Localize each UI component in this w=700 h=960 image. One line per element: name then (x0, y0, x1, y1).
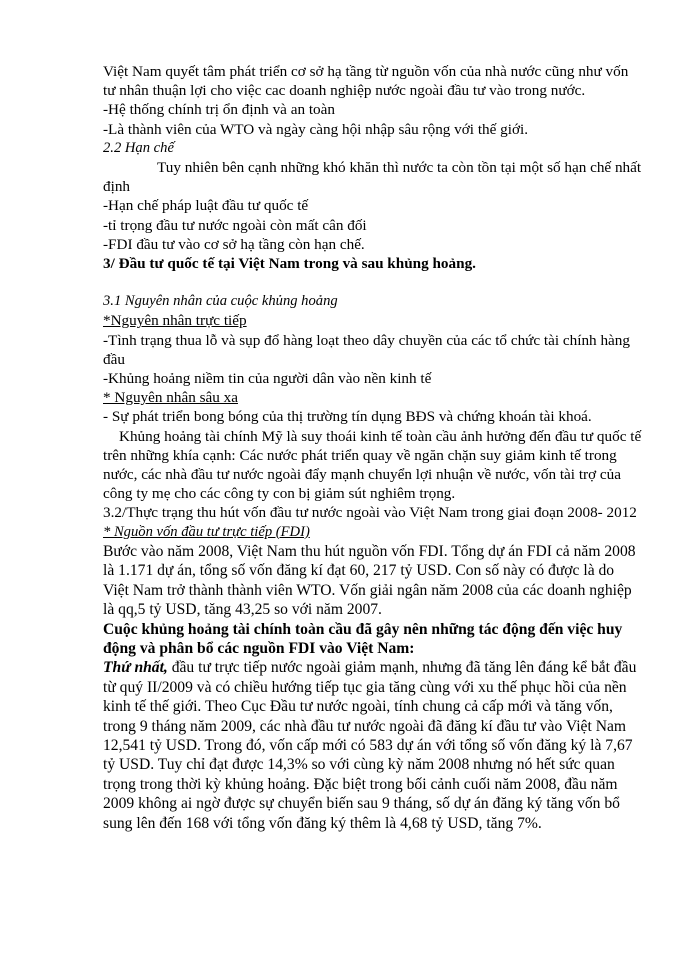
paragraph-fdi-2008: Bước vào năm 2008, Việt Nam thu hút nguồn vốn FDI. Tổng dự án FDI cả năm 2008 là 1.171 dự án, tổng số vốn đăng kí đạt 60, 217 tỷ USD. Con số này có được là do Việt Nam trở thành thành viên WTO. Vốn giải ngân năm 2008 của các doanh nghiệp là qq,5 tỷ USD, tăng 43,25 so với năm 2007. (103, 542, 636, 619)
list-item-ratio: -tỉ trọng đầu tư nước ngoài còn mất cân đối (103, 216, 367, 234)
heading-3: 3/ Đầu tư quốc tế tại Việt Nam trong và sau khủng hoảng. (103, 255, 476, 273)
document-page (103, 62, 643, 833)
list-item-politics: -Hệ thống chính trị ổn định và an toàn (103, 101, 335, 119)
list-item-bubble: - Sự phát triển bong bóng của thị trường tín dụng BĐS và chứng khoán tài khoá. (103, 408, 592, 426)
list-item-losses: -Tình trạng thua lỗ và sụp đổ hàng loạt theo dây chuyền của các tổ chức tài chính hàng đầu (103, 331, 630, 368)
paragraph-first-body: đầu tư trực tiếp nước ngoài giảm mạnh, nhưng đã tăng lên đáng kể bắt đầu từ quý II/2009 và có chiều hướng tiếp tục gia tăng cùng với xu thế phục hồi của nền kinh tế thế giới. Theo Cục Đầu tư nước ngoài, tính chung cả cấp mới và tăng vốn, trong 9 tháng năm 2009, các nhà đầu tư nước ngoài đã đăng kí đầu tư vào Việt Nam 12,541 tỷ USD. Trong đó, vốn cấp mới có 583 dự án với tổng số vốn đăng ký là 7,67 tỷ USD. Tuy chỉ đạt được 14,3% so với cùng kỳ năm 2008 nhưng nó hết sức quan trọng trong thời kỳ khủng hoảng. Đặc biệt trong bối cảnh cuối năm 2008, đầu năm 2009 không ai ngờ được sự chuyển biến sau 9 tháng, số dự án đăng ký tăng vốn bổ sung lên đến 168 với tổng vốn đăng ký thêm là 4,68 tỷ USD, tăng 7%. (103, 659, 637, 832)
paragraph-first (103, 658, 643, 833)
heading-2-2: 2.2 Hạn chế (103, 139, 174, 156)
paragraph-infrastructure: Việt Nam quyết tâm phát triển cơ sở hạ tầng từ nguồn vốn của nhà nước cũng như vốn tư nhân thuận lợi cho việc cac doanh nghiệp nước ngoài đầu tư vào trong nước. (103, 63, 629, 100)
list-item-fdi-infra: -FDI đầu tư vào cơ sở hạ tầng còn hạn chế. (103, 235, 365, 253)
paragraph-us-crisis: Khủng hoảng tài chính Mỹ là suy thoái kinh tế toàn cầu ảnh hưởng đến đầu tư quốc tế trên những khía cạnh: Các nước phát triển quay về ngăn chặn suy giảm kinh tế trong nước, các nhà đầu tư nước ngoài đẩy mạnh chuyển lợi nhuận về nước, vốn tài trợ của công ty mẹ cho các công ty con bị giảm sút nghiêm trọng. (103, 427, 642, 503)
bold-paragraph-impacts: Cuộc khủng hoảng tài chính toàn cầu đã gây nên những tác động đến việc huy động và phân bổ các nguồn FDI vào Việt Nam: (103, 620, 623, 657)
first-label: Thứ nhất, (103, 659, 168, 677)
heading-3-1: 3.1 Nguyên nhân của cuộc khủng hoảng (103, 293, 338, 310)
list-item-law: -Hạn chế pháp luật đầu tư quốc tế (103, 197, 309, 215)
subheading-fdi: * Nguồn vốn đầu tư trực tiếp (FDI) (103, 523, 310, 540)
subheading-direct-causes: *Nguyên nhân trực tiếp (103, 312, 247, 330)
blank-line (103, 273, 643, 292)
heading-3-2: 3.2/Thực trạng thu hút vốn đầu tư nước ngoài vào Việt Nam trong giai đoạn 2008- 2012 (103, 504, 637, 522)
list-item-wto: -Là thành viên của WTO và ngày càng hội nhập sâu rộng với thế giới. (103, 120, 529, 138)
list-item-confidence: -Khủng hoảng niềm tin của người dân vào nền kinh tế (103, 370, 432, 388)
subheading-root-causes: * Nguyên nhân sâu xa (103, 389, 238, 407)
paragraph-limitations: Tuy nhiên bên cạnh những khó khăn thì nước ta còn tồn tại một số hạn chế nhất định (103, 159, 642, 196)
